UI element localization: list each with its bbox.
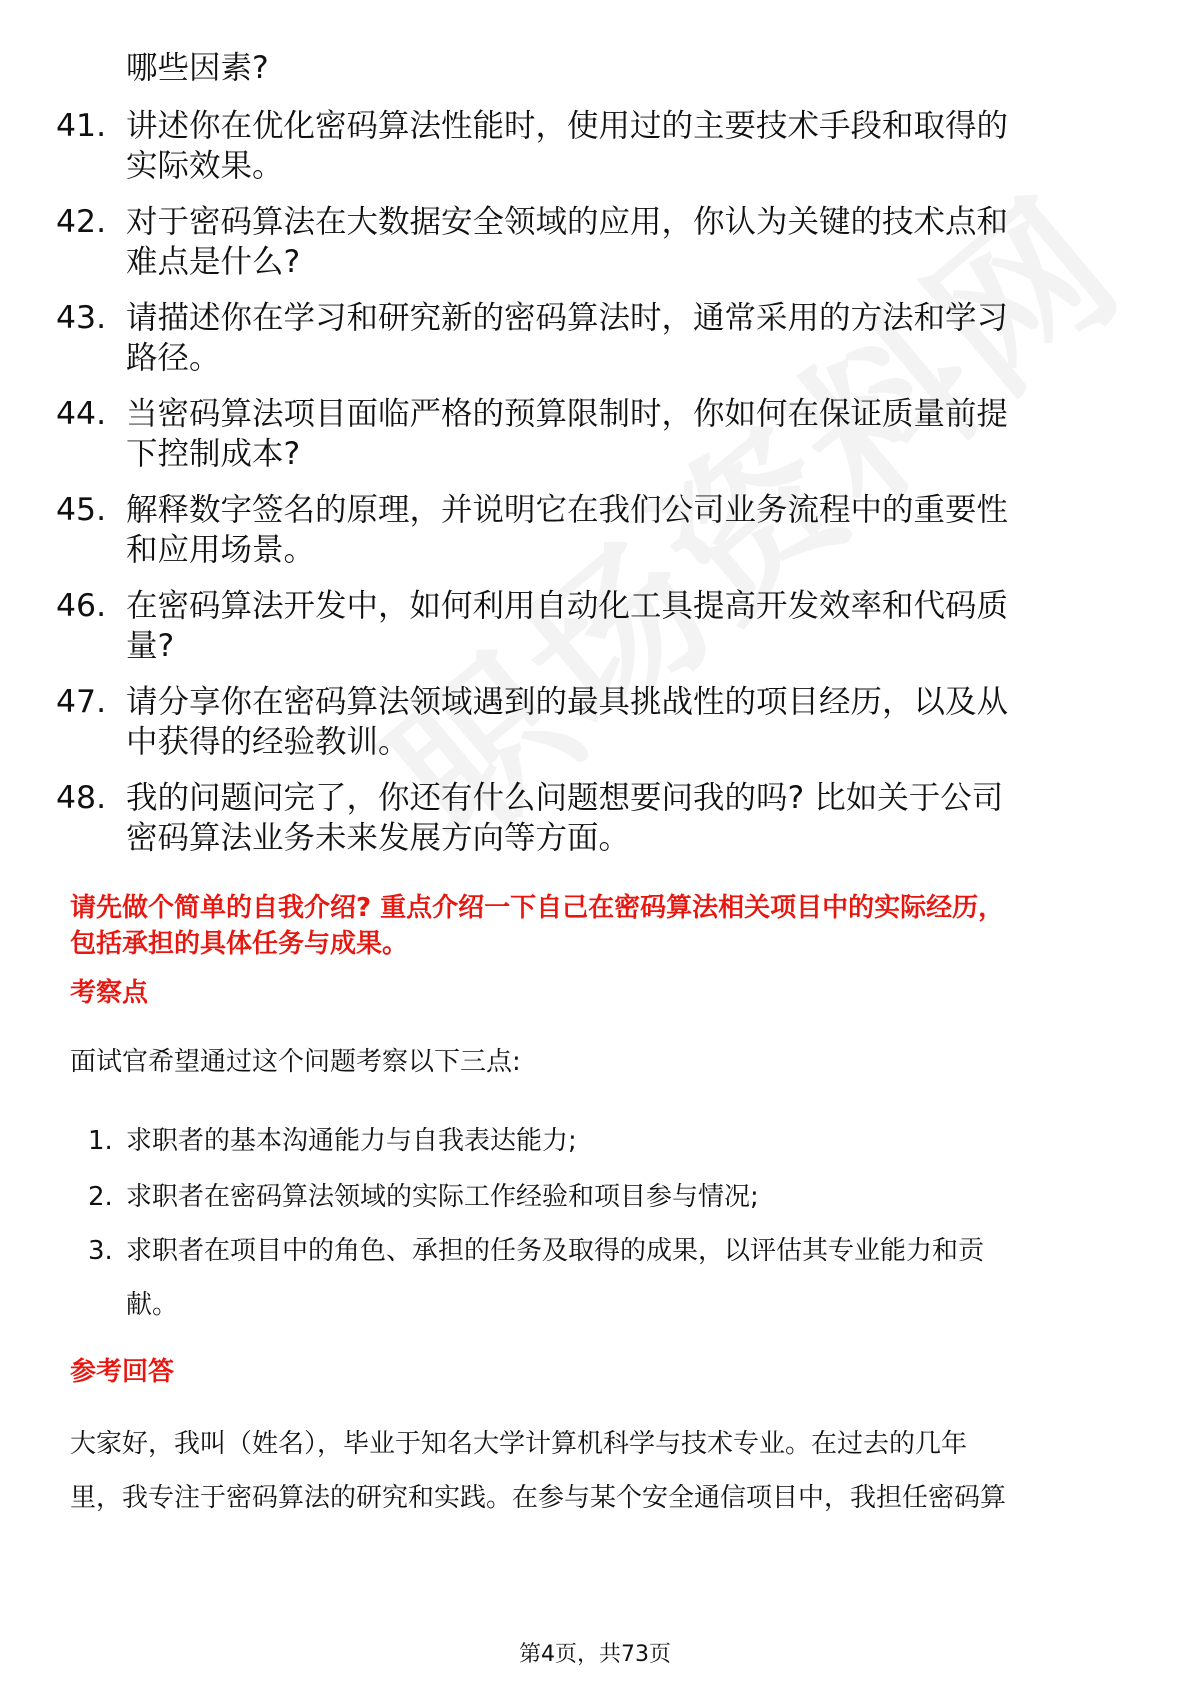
question-line: 对于密码算法在大数据安全领域的应用，你认为关键的技术点和 (126, 204, 1009, 240)
question-line: 密码算法业务未来发展方向等方面。 (126, 820, 631, 856)
list-item: 求职者在密码算法领域的实际工作经验和项目参与情况; (126, 1182, 759, 1212)
reference-answer-line: 大家好，我叫（姓名），毕业于知名大学计算机科学与技术专业。在过去的几年 (70, 1429, 968, 1459)
list-item-number: 1. (88, 1126, 113, 1156)
question-line: 难点是什么? (126, 244, 301, 280)
question-number: 44. (56, 396, 107, 432)
question-line: 在密码算法开发中，如何利用自动化工具提高开发效率和代码质 (126, 588, 1009, 624)
question-line: 讲述你在优化密码算法性能时，使用过的主要技术手段和取得的 (126, 108, 1009, 144)
featured-question-line: 请先做个简单的自我介绍? 重点介绍一下自己在密码算法相关项目中的实际经历， (70, 893, 1005, 923)
question-continuation: 哪些因素? (126, 50, 269, 86)
list-item-number: 3. (88, 1236, 113, 1266)
list-item: 求职者在项目中的角色、承担的任务及取得的成果，以评估其专业能力和贡 (126, 1236, 985, 1266)
question-number: 47. (56, 684, 107, 720)
question-line: 实际效果。 (126, 148, 284, 184)
question-number: 41. (56, 108, 107, 144)
question-number: 43. (56, 300, 107, 336)
reference-heading: 参考回答 (70, 1357, 175, 1387)
question-number: 46. (56, 588, 107, 624)
question-line: 和应用场景。 (126, 532, 316, 568)
question-line: 请描述你在学习和研究新的密码算法时，通常采用的方法和学习 (126, 300, 1009, 336)
list-item-number: 2. (88, 1182, 113, 1212)
question-line: 请分享你在密码算法领域遇到的最具挑战性的项目经历，以及从 (126, 684, 1009, 720)
question-number: 42. (56, 204, 107, 240)
question-line: 中获得的经验教训。 (126, 724, 410, 760)
question-line: 当密码算法项目面临严格的预算限制时，你如何在保证质量前提 (126, 396, 1009, 432)
assessment-heading: 考察点 (70, 978, 149, 1008)
page-footer: 第4页，共73页 (519, 1642, 671, 1667)
question-number: 48. (56, 780, 107, 816)
reference-answer-line: 里，我专注于密码算法的研究和实践。在参与某个安全通信项目中，我担任密码算 (70, 1483, 1007, 1513)
question-line: 下控制成本? (126, 436, 301, 472)
assessment-intro: 面试官希望通过这个问题考察以下三点: (70, 1047, 521, 1077)
list-item-continuation: 献。 (126, 1290, 179, 1320)
list-item: 求职者的基本沟通能力与自我表达能力; (126, 1126, 577, 1156)
question-number: 45. (56, 492, 107, 528)
question-line: 路径。 (126, 340, 221, 376)
question-line: 我的问题问完了，你还有什么问题想要问我的吗? 比如关于公司 (126, 780, 1004, 816)
question-line: 量? (126, 628, 175, 664)
question-line: 解释数字签名的原理，并说明它在我们公司业务流程中的重要性 (126, 492, 1009, 528)
featured-question-line: 包括承担的具体任务与成果。 (70, 929, 409, 959)
